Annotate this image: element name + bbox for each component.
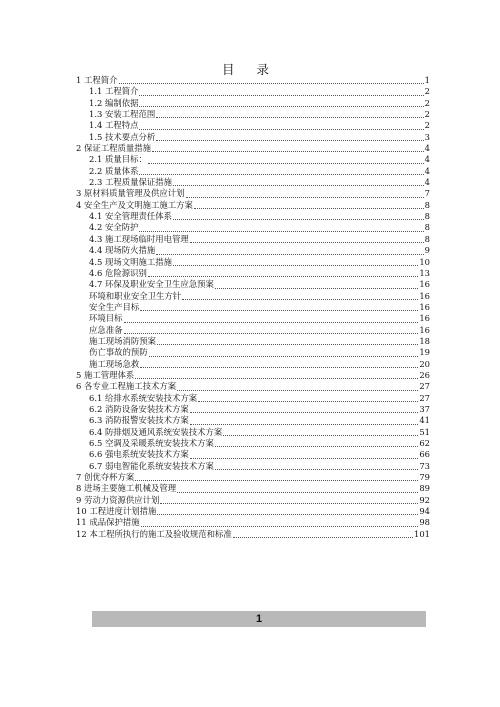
toc-entry[interactable]: [76, 427, 430, 438]
toc-entry-text: 6.3 消防报警安装技术方案: [89, 415, 189, 426]
toc-entry-page: 20: [419, 358, 430, 369]
table-of-contents: [76, 75, 430, 540]
toc-entry-page: 3: [424, 131, 430, 142]
toc-title: 目 录: [222, 62, 278, 77]
toc-entry-page: 19: [419, 347, 430, 358]
toc-leader-dots: [135, 370, 418, 379]
toc-entry[interactable]: [76, 483, 430, 494]
toc-entry-page: 16: [419, 313, 430, 324]
toc-entry-text: 8 进场主要施工机械及管理: [76, 483, 177, 494]
toc-entry-page: 51: [419, 426, 430, 437]
toc-leader-dots: [156, 246, 423, 255]
toc-entry-text: 4.5 现场文明施工措施: [89, 256, 172, 267]
toc-entry-page: 10: [419, 256, 430, 267]
toc-entry[interactable]: [76, 109, 430, 120]
toc-entry-page: 92: [419, 494, 430, 505]
toc-entry-page: 62: [419, 438, 430, 448]
toc-entry-text: 4.7 环保及职业安全卫生应急预案: [89, 279, 214, 290]
toc-entry[interactable]: [76, 381, 430, 392]
toc-entry-text: 4.1 安全管理责任体系: [89, 211, 172, 222]
toc-entry[interactable]: [76, 166, 430, 177]
toc-entry-page: 8: [424, 199, 430, 210]
toc-entry-page: 2: [424, 109, 430, 120]
toc-entry-page: 4: [424, 165, 430, 176]
toc-leader-dots: [177, 382, 418, 391]
toc-entry-text: 1.2 编制依据: [89, 97, 139, 108]
toc-entry[interactable]: [76, 132, 430, 143]
toc-entry-page: 16: [419, 279, 430, 290]
page-number: 1: [255, 613, 263, 625]
toc-leader-dots: [160, 495, 418, 504]
toc-leader-dots: [173, 211, 424, 220]
toc-leader-dots: [139, 121, 423, 130]
toc-leader-dots: [148, 268, 418, 277]
toc-entry[interactable]: [76, 529, 430, 540]
toc-entry[interactable]: [76, 517, 430, 528]
toc-entry[interactable]: [76, 268, 430, 279]
toc-entry[interactable]: [76, 404, 430, 415]
toc-entry-text: 2.3 工程质量保证措施: [89, 177, 172, 188]
toc-entry-text: 安全生产目标: [89, 301, 140, 312]
toc-entry-text: 12 本工程所执行的施工及验收规范和标准: [76, 528, 232, 539]
toc-leader-dots: [190, 450, 419, 459]
toc-entry-page: 2: [424, 120, 430, 131]
toc-leader-dots: [148, 155, 424, 164]
toc-leader-dots: [156, 132, 423, 141]
toc-entry-page: 27: [419, 392, 430, 403]
toc-entry[interactable]: [76, 98, 430, 109]
toc-entry-text: 1.5 技术要点分析: [89, 131, 156, 142]
toc-entry-page: 101: [414, 528, 430, 539]
toc-entry-text: 2.2 质量体系: [89, 165, 139, 176]
toc-entry[interactable]: [76, 347, 430, 358]
toc-entry-text: 6.2 消防设备安装技术方案: [89, 403, 189, 414]
toc-entry[interactable]: [76, 359, 430, 370]
toc-entry-text: 应急准备: [89, 324, 123, 335]
toc-entry[interactable]: [76, 177, 430, 188]
toc-entry[interactable]: [76, 291, 430, 302]
toc-leader-dots: [215, 280, 418, 289]
toc-entry-text: 4.3 施工现场临时用电管理: [89, 233, 189, 244]
toc-leader-dots: [140, 302, 418, 311]
toc-entry[interactable]: [76, 234, 430, 245]
toc-entry-page: 18: [419, 335, 430, 346]
toc-entry-page: 1: [424, 75, 430, 85]
toc-entry[interactable]: [76, 461, 430, 472]
toc-entry[interactable]: [76, 393, 430, 404]
toc-entry[interactable]: [76, 222, 430, 233]
toc-entry-text: 7 创优夺杯方案: [76, 472, 135, 483]
toc-entry-page: 37: [419, 403, 430, 414]
toc-entry-text: 10 工程进度计划措施: [76, 506, 157, 517]
toc-leader-dots: [177, 484, 418, 493]
toc-entry-page: 8: [424, 222, 430, 233]
toc-leader-dots: [124, 325, 419, 334]
toc-leader-dots: [139, 87, 423, 96]
toc-entry[interactable]: [76, 313, 430, 324]
toc-leader-dots: [190, 404, 419, 413]
toc-leader-dots: [135, 472, 418, 481]
toc-leader-dots: [215, 461, 418, 470]
toc-entry-page: 98: [419, 517, 430, 528]
toc-entry-page: 16: [419, 290, 430, 301]
toc-entry-page: 2: [424, 86, 430, 97]
toc-entry-page: 8: [424, 233, 430, 244]
toc-entry[interactable]: [76, 495, 430, 506]
toc-leader-dots: [173, 177, 424, 186]
toc-entry-page: 41: [419, 415, 430, 426]
toc-entry-page: 16: [419, 301, 430, 312]
toc-entry-page: 94: [419, 506, 430, 517]
toc-leader-dots: [149, 348, 419, 357]
toc-entry-page: 16: [419, 324, 430, 335]
toc-entry-text: 6.6 强电系统安装技术方案: [89, 449, 189, 460]
toc-entry[interactable]: [76, 415, 430, 426]
toc-leader-dots: [119, 75, 424, 84]
toc-entry-text: 施工现场急救: [89, 358, 140, 369]
toc-entry-text: 1.4 工程特点: [89, 120, 139, 131]
toc-leader-dots: [157, 506, 418, 515]
toc-entry[interactable]: [76, 325, 430, 336]
toc-entry-text: 4 安全生产及文明施工施工方案: [76, 199, 193, 210]
toc-leader-dots: [152, 143, 424, 152]
toc-entry-page: 13: [419, 267, 430, 278]
toc-entry[interactable]: [76, 120, 430, 131]
toc-leader-dots: [140, 359, 418, 368]
toc-entry-text: 3 原材料质量管理及供应计划: [76, 188, 185, 199]
toc-leader-dots: [124, 314, 419, 323]
toc-entry[interactable]: [76, 143, 430, 154]
toc-entry-page: 8: [424, 211, 430, 222]
toc-entry-text: 11 成品保护措施: [76, 517, 140, 528]
toc-entry-page: 26: [419, 369, 430, 380]
toc-entry[interactable]: [76, 200, 430, 211]
toc-entry-text: 5 施工管理体系: [76, 369, 135, 380]
toc-entry-text: 6.4 防排烟及通风系统安装技术方案: [89, 426, 223, 437]
toc-leader-dots: [182, 291, 418, 300]
toc-leader-dots: [156, 109, 423, 118]
toc-entry-page: 4: [424, 177, 430, 188]
toc-entry[interactable]: [76, 257, 430, 268]
toc-entry[interactable]: [76, 506, 430, 517]
toc-entry[interactable]: [76, 336, 430, 347]
toc-entry-page: 9: [424, 245, 430, 256]
toc-leader-dots: [139, 166, 423, 175]
toc-entry-text: 环境目标: [89, 313, 123, 324]
toc-leader-dots: [194, 200, 424, 209]
toc-entry-text: 6.7 弱电智能化系统安装技术方案: [89, 460, 214, 471]
toc-entry-page: 79: [419, 472, 430, 483]
toc-entry-text: 伤亡事故的预防: [89, 347, 148, 358]
toc-entry-text: 2 保证工程质量措施: [76, 143, 151, 154]
toc-leader-dots: [186, 189, 424, 198]
toc-entry[interactable]: [76, 188, 430, 199]
toc-entry[interactable]: [76, 154, 430, 165]
toc-entry[interactable]: [76, 472, 430, 483]
toc-entry-page: 66: [419, 449, 430, 460]
toc-entry-page: 7: [424, 188, 430, 199]
toc-entry[interactable]: [76, 245, 430, 256]
toc-entry-text: 6.5 空调及采暖系统安装技术方案: [89, 438, 214, 448]
toc-entry[interactable]: [76, 438, 430, 449]
toc-entry[interactable]: [76, 302, 430, 313]
toc-leader-dots: [139, 223, 423, 232]
toc-entry-text: 6 各专业工程施工技术方案: [76, 381, 177, 392]
toc-entry[interactable]: [76, 211, 430, 222]
toc-entry-text: 6.1 给排水系统安装技术方案: [89, 392, 198, 403]
toc-entry-text: 1.1 工程简介: [89, 86, 139, 97]
page-footer-bar: [92, 611, 426, 627]
toc-entry-text: 2.1 质量目标：: [89, 154, 147, 165]
toc-entry-text: 1.3 安装工程范围: [89, 109, 156, 120]
toc-entry-text: 施工现场消防预案: [89, 335, 156, 346]
toc-entry-page: 73: [419, 460, 430, 471]
toc-leader-dots: [141, 518, 419, 527]
toc-leader-dots: [190, 234, 424, 243]
toc-entry-text: 4.2 安全防护: [89, 222, 139, 233]
toc-leader-dots: [173, 257, 418, 266]
toc-entry-text: 9 劳动力资源供应计划: [76, 494, 160, 505]
toc-entry-text: 1 工程简介: [76, 75, 118, 85]
toc-entry[interactable]: [76, 279, 430, 290]
toc-entry-page: 4: [424, 143, 430, 154]
toc-entry-text: 4.6 危险源识别: [89, 267, 147, 278]
toc-leader-dots: [190, 416, 419, 425]
toc-entry-page: 4: [424, 154, 430, 165]
toc-entry-text: 4.4 现场防火措施: [89, 245, 156, 256]
toc-leader-dots: [233, 529, 413, 538]
toc-entry-text: 环境和职业安全卫生方针: [89, 290, 182, 301]
toc-entry[interactable]: [76, 75, 430, 86]
toc-leader-dots: [215, 438, 418, 447]
toc-entry[interactable]: [76, 370, 430, 381]
toc-leader-dots: [223, 427, 418, 436]
toc-leader-dots: [139, 98, 423, 107]
toc-entry-page: 89: [419, 483, 430, 494]
toc-leader-dots: [198, 393, 418, 402]
toc-entry[interactable]: [76, 86, 430, 97]
toc-entry[interactable]: [76, 449, 430, 460]
toc-leader-dots: [157, 336, 418, 345]
toc-entry-page: 27: [419, 381, 430, 392]
toc-entry-page: 2: [424, 97, 430, 108]
